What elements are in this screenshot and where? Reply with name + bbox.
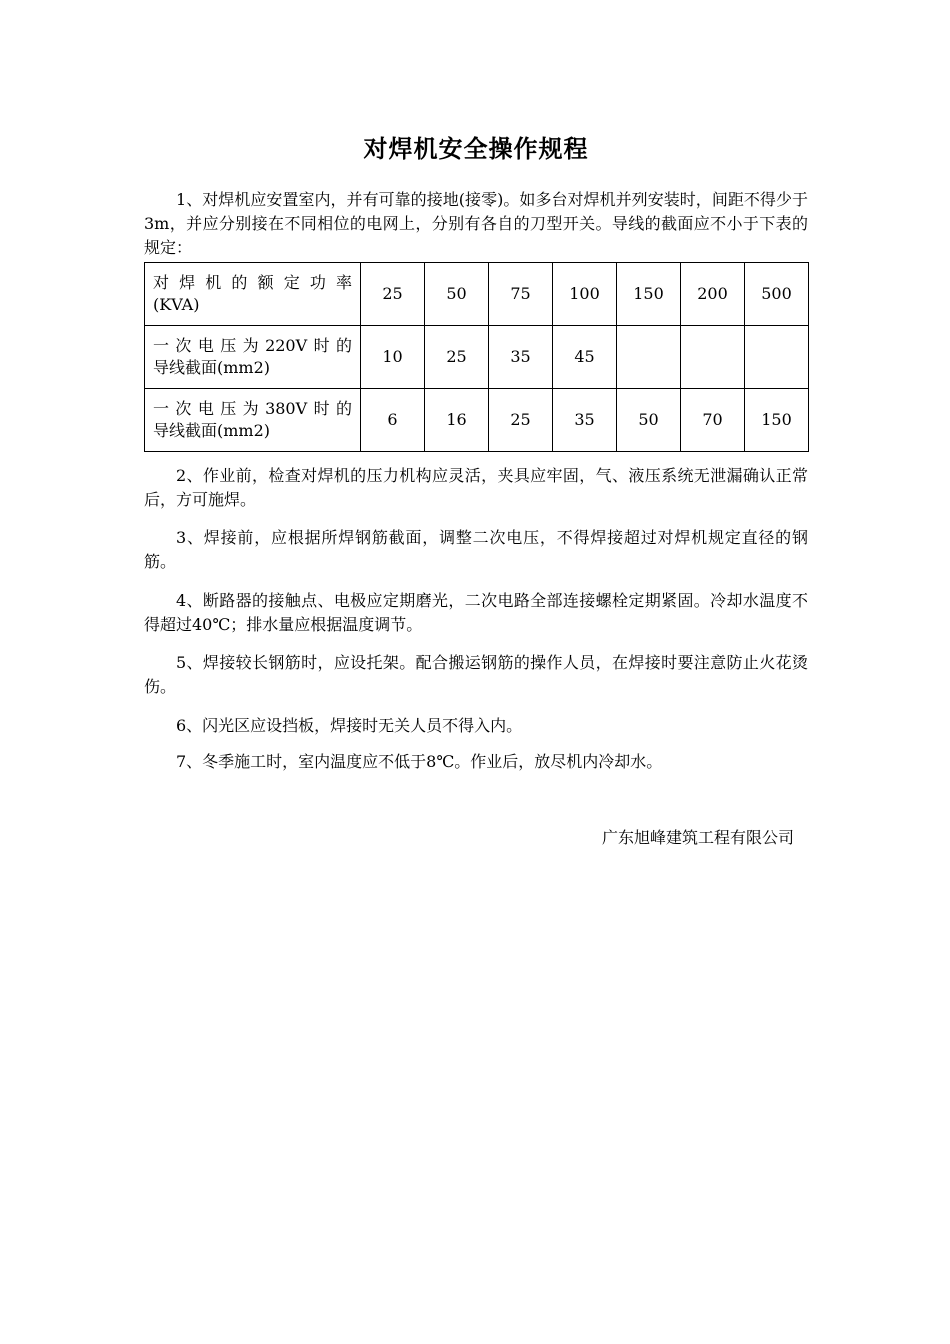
table-cell: 500 <box>745 263 809 326</box>
table-cell: 10 <box>361 326 425 389</box>
table-cell: 6 <box>361 389 425 452</box>
rule-paragraph-6: 6、闪光区应设挡板，焊接时无关人员不得入内。 <box>176 716 523 735</box>
table-row <box>145 263 809 326</box>
table-cell <box>745 326 809 389</box>
table-cell: 35 <box>553 389 617 452</box>
table-cell: 200 <box>681 263 745 326</box>
table-cell: 150 <box>745 389 809 452</box>
table-cell <box>617 326 681 389</box>
table-cell: 75 <box>489 263 553 326</box>
rule-paragraph-3: 3、焊接前，应根据所焊钢筋截面，调整二次电压，不得焊接超过对焊机规定直径的钢筋。 <box>144 528 808 571</box>
table-cell: 25 <box>425 326 489 389</box>
page-title: 对焊机安全操作规程 <box>363 134 589 163</box>
table-cell: 45 <box>553 326 617 389</box>
table-cell: 50 <box>425 263 489 326</box>
table-cell: 150 <box>617 263 681 326</box>
rule-paragraph-1: 1、对焊机应安置室内，并有可靠的接地(接零)。如多台对焊机并列安装时，间距不得少于3m，并应分别接在不同相位的电网上，分别有各自的刀型开关。导线的截面应不小于下表的规定： <box>144 190 808 257</box>
table-cell: 25 <box>489 389 553 452</box>
row-label: 对焊机的额定功率 (KVA) <box>145 263 361 326</box>
rule-paragraph-5: 5、焊接较长钢筋时，应设托架。配合搬运钢筋的操作人员，在焊接时要注意防止火花烫伤。 <box>144 653 808 696</box>
rule-paragraph-2: 2、作业前，检查对焊机的压力机构应灵活，夹具应牢固，气、液压系统无泄漏确认正常后，方可施焊。 <box>144 466 808 509</box>
table-cell: 35 <box>489 326 553 389</box>
table-row <box>145 389 809 452</box>
table-cell: 25 <box>361 263 425 326</box>
cable-section-table <box>144 262 809 452</box>
table-cell <box>681 326 745 389</box>
rule-paragraph-4: 4、断路器的接触点、电极应定期磨光，二次电路全部连接螺栓定期紧固。冷却水温度不得超过40℃；排水量应根据温度调节。 <box>144 591 808 634</box>
row-label: 一次电压为380V时的 导线截面(mm2) <box>145 389 361 452</box>
table-cell: 16 <box>425 389 489 452</box>
table-row <box>145 326 809 389</box>
company-signature: 广东旭峰建筑工程有限公司 <box>601 828 794 847</box>
table-cell: 50 <box>617 389 681 452</box>
table-cell: 70 <box>681 389 745 452</box>
rule-paragraph-7: 7、冬季施工时，室内温度应不低于8℃。作业后，放尽机内冷却水。 <box>176 752 663 771</box>
table-cell: 100 <box>553 263 617 326</box>
row-label: 一次电压为220V时的 导线截面(mm2) <box>145 326 361 389</box>
